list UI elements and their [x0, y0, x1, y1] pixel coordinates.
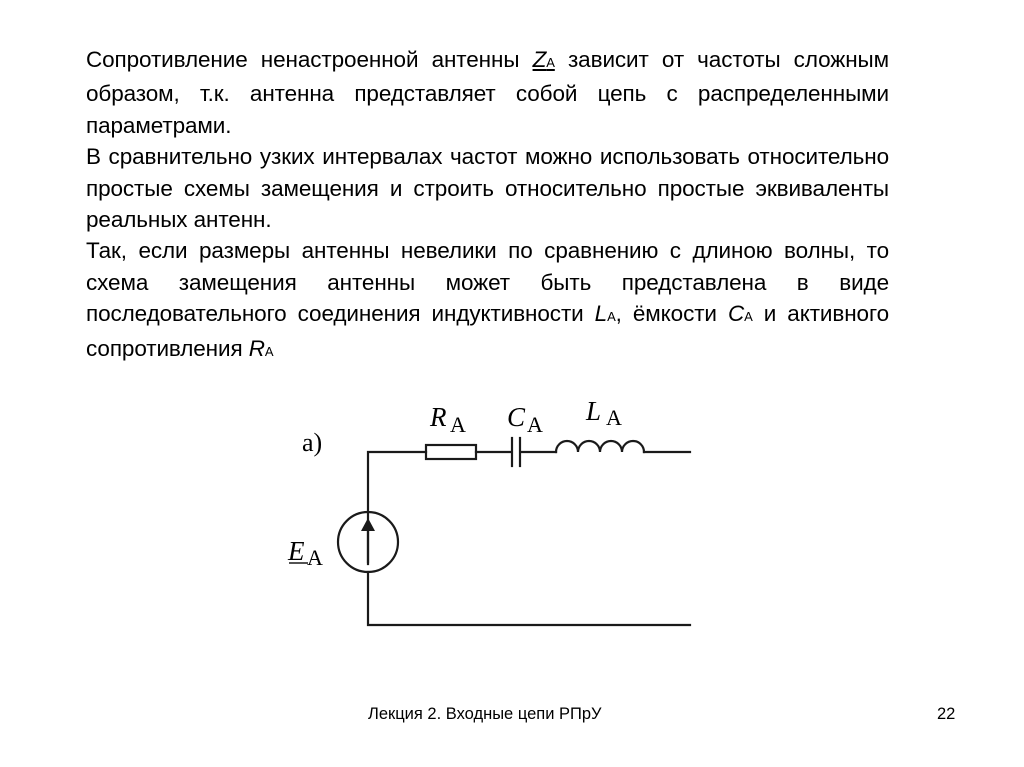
source-arrow-head: [361, 518, 375, 531]
paragraph3-text-before: Так, если размеры антенны невелики по сравнению с длиною волны, то схема замещения антенны может быть представлена в виде последовательного соединения индуктивности: [86, 238, 889, 327]
symbol-ra-sub: A: [264, 343, 274, 359]
paragraph1-text-after: зависит от частоты сложным образом, т.к. антенна представляет собой цепь с распределенными параметрами.: [86, 47, 889, 138]
label-ra-sub: A: [450, 412, 466, 437]
symbol-za-main: Z: [532, 47, 547, 72]
symbol-ca-main: C: [727, 301, 745, 327]
symbol-za-sub: A: [546, 55, 555, 70]
label-ca-main: C: [507, 402, 526, 432]
label-ra-main: R: [430, 402, 447, 432]
symbol-la-sub: A: [607, 309, 616, 325]
footer-lecture-title: Лекция 2. Входные цепи РПрУ: [368, 705, 602, 723]
paragraph3-text-mid2: и активного сопротивления: [86, 301, 889, 361]
inductor-symbol: [556, 441, 644, 452]
paragraph1-text-before: Сопротивление ненастроенной антенны: [86, 47, 533, 72]
wire-bottom: [368, 572, 690, 625]
panel-label: а): [302, 428, 323, 457]
label-ea-sub: A: [307, 545, 323, 570]
symbol-la-main: L: [594, 301, 608, 327]
resistor-symbol: [426, 445, 476, 459]
label-la-sub: A: [606, 405, 622, 430]
paragraph3-text-mid1: , ёмкости: [615, 301, 728, 327]
paragraph-narrow-intervals: В сравнительно узких интервалах частот можно использовать относительно простые схемы замещения и строить относительно простые эквиваленты реальных антенн.: [86, 144, 889, 233]
symbol-ca-sub: A: [744, 309, 753, 325]
symbol-ra-main: R: [248, 335, 265, 361]
footer-page-number: 22: [937, 705, 956, 723]
label-ea-main: E: [288, 536, 305, 566]
label-la-main: L: [586, 396, 602, 426]
label-ca-sub: A: [527, 412, 543, 437]
